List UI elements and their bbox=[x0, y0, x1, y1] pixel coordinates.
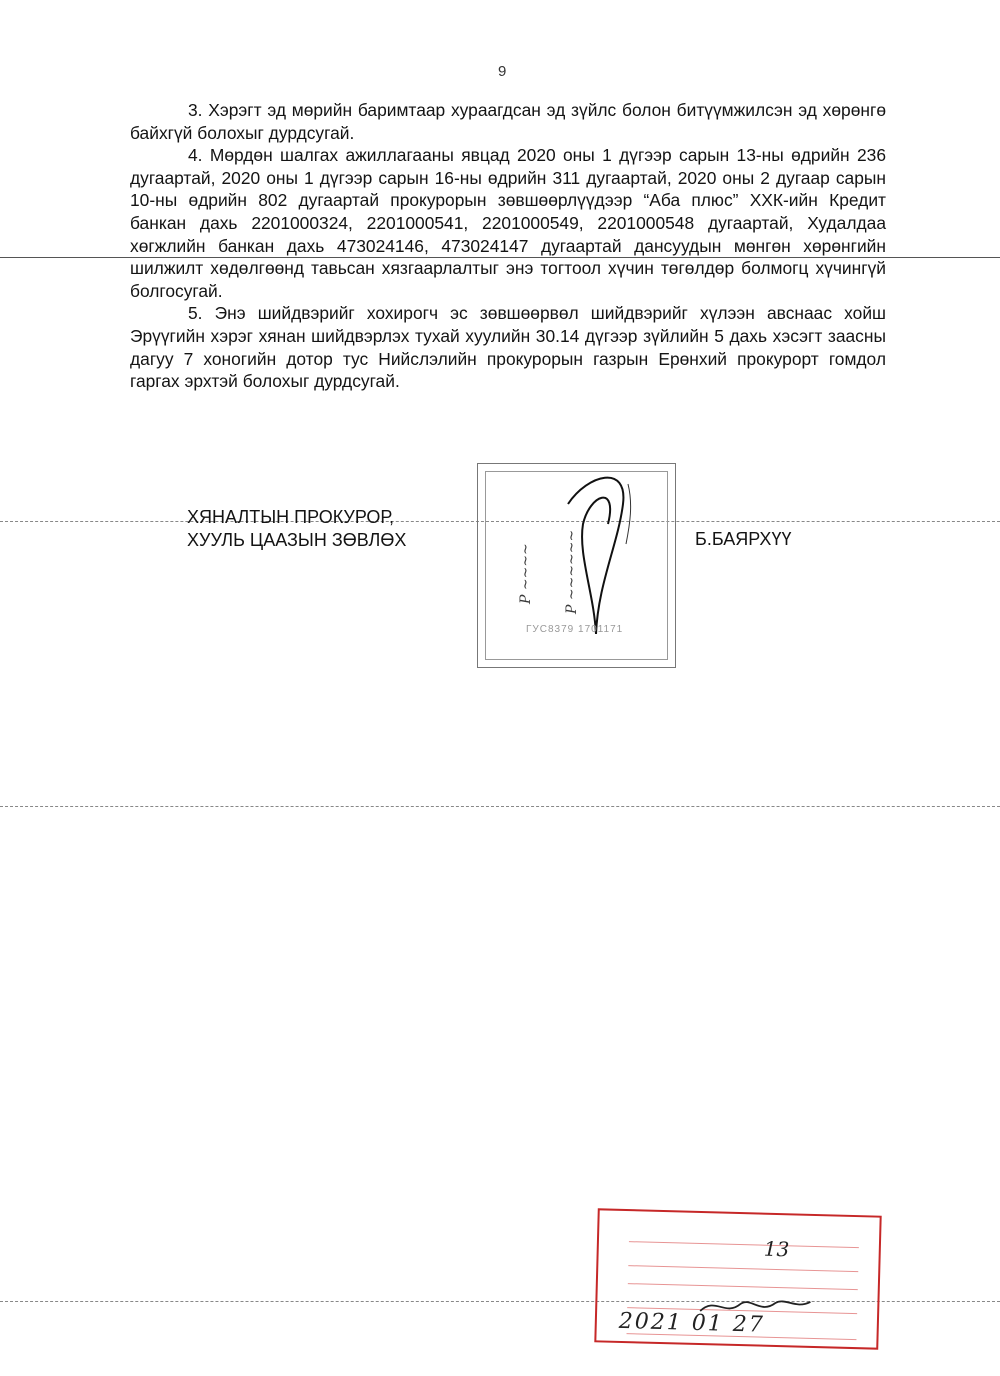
scan-line bbox=[0, 806, 1000, 807]
signature-scribble bbox=[478, 464, 675, 667]
stamp-line bbox=[628, 1283, 858, 1290]
stamp-line bbox=[628, 1265, 858, 1272]
registration-date: 2021 01 27 bbox=[618, 1308, 766, 1338]
signatory-name: Б.БАЯРХҮҮ bbox=[695, 529, 792, 549]
stamp-line bbox=[629, 1241, 859, 1248]
signatory-title bbox=[187, 506, 406, 552]
registration-number: 13 bbox=[763, 1236, 790, 1262]
signature-stamp bbox=[477, 463, 676, 668]
registration-stamp bbox=[594, 1208, 881, 1349]
paragraph-3: 3. Хэрэгт эд мөрийн баримтаар хураагдсан эд зүйлс болон битүүмжилсэн эд хөрөнгө байхгүй болохыг дурдсугай. bbox=[130, 100, 886, 143]
scan-line bbox=[0, 257, 1000, 258]
decision-body bbox=[130, 99, 886, 393]
handwritten-note: Р ~~~~ bbox=[518, 543, 534, 604]
page-number: 9 bbox=[498, 63, 507, 80]
stamp-code: ГУС8379 1701171 bbox=[526, 624, 624, 635]
handwritten-note: Р ~~~~~~ bbox=[564, 529, 580, 614]
signatory-title-line1: ХЯНАЛТЫН ПРОКУРОР, bbox=[187, 507, 395, 527]
signatory-title-line2: ХУУЛЬ ЦААЗЫН ЗӨВЛӨХ bbox=[187, 530, 407, 550]
paragraph-5: 5. Энэ шийдвэрийг хохирогч эс зөвшөөрвөл шийдвэрийг хүлээн авснаас хойш Эрүүгийн хэрэг хянан шийдвэрлэх тухай хуулийн 30.14 дүгээр зүйлийн 5 дахь хэсэгт заасны дагуу 7 хоногийн дотор тус Нийслэлийн прокурорын газрын Ерөнхий прокурорт гомдол гаргах эрхтэй болохыг дурдсугай. bbox=[130, 303, 886, 392]
paragraph-4: 4. Мөрдөн шалгах ажиллагааны явцад 2020 оны 1 дүгээр сарын 13-ны өдрийн 236 дугаартай, 2020 оны 1 дүгээр сарын 16-ны өдрийн 311 дугаартай, 2020 оны 2 дугаар сарын 10-ны өдрийн 802 дугаартай прокурорын зөвшөөрлүүдээр “Аба плюс” ХХК-ийн Кредит банкан дахь 2201000324, 2201000541, 2201000549, 2201000548 дугаартай, Худалдаа хөгжлийн банкан дахь 473024146, 473024147 дугаартай дансуудын мөнгөн хөрөнгийн шилжилт хөдөлгөөнд тавьсан хязгаарлалтыг энэ тогтоол хүчин төгөлдөр болмогц хүчингүй болгосугай. bbox=[130, 145, 886, 301]
